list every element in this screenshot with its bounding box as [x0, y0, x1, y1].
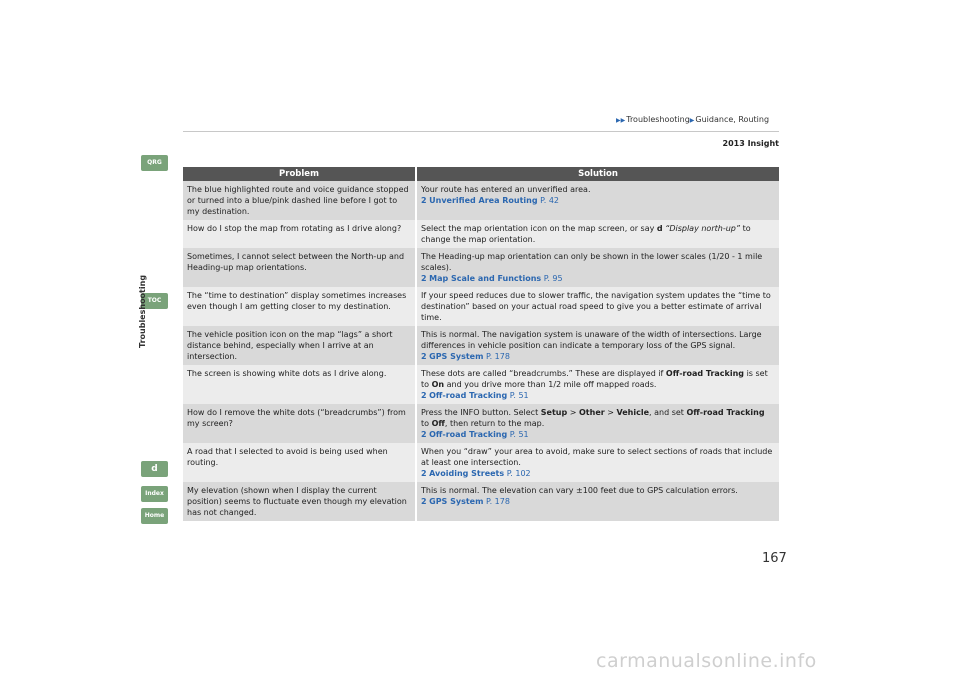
- reference-arrow-icon: 2: [421, 352, 427, 361]
- menu-item-name: Other: [579, 408, 605, 417]
- voice-command-phrase: “Display north-up”: [665, 224, 741, 233]
- chevron-right-icon: ▶▶: [616, 117, 626, 124]
- page-reference-link[interactable]: [421, 429, 775, 440]
- page-number: 167: [762, 551, 787, 566]
- table-row: [183, 287, 779, 326]
- table-row: [183, 248, 779, 287]
- solution-text: When you “draw” your area to avoid, make sure to select sections of roads that include at least one intersection.: [421, 447, 773, 467]
- solution-text: to change the map orientation.: [421, 224, 751, 244]
- setting-value: On: [431, 380, 445, 389]
- solution-cell: [416, 220, 779, 248]
- reference-page: P. 42: [540, 196, 559, 205]
- solution-text: This is normal. The elevation can vary ±100 feet due to GPS calculation errors.: [421, 486, 738, 495]
- separator-text: >: [569, 408, 577, 417]
- page-reference-link[interactable]: [421, 468, 775, 479]
- solution-text: These dots are called “breadcrumbs.” These are displayed if: [421, 369, 664, 378]
- chevron-right-icon: ▶: [689, 117, 695, 124]
- table-row: [183, 220, 779, 248]
- solution-text: is set to: [421, 369, 768, 389]
- solution-text: and you drive more than 1/2 mile off mapped roads.: [446, 380, 657, 389]
- reference-page: P. 178: [485, 352, 510, 361]
- separator-text: >: [607, 408, 614, 417]
- voice-command-tab[interactable]: [141, 461, 168, 477]
- solution-cell: [416, 365, 779, 404]
- solution-text: to: [421, 419, 430, 428]
- page-reference-link[interactable]: [421, 351, 775, 362]
- reference-page: P. 51: [509, 391, 529, 400]
- toc-tab[interactable]: TOC: [141, 293, 168, 309]
- home-tab[interactable]: Home: [141, 508, 168, 524]
- troubleshooting-table: [183, 167, 779, 521]
- reference-page: P. 51: [509, 430, 529, 439]
- solution-text: Press the INFO button. Select: [421, 408, 539, 417]
- solution-cell: [416, 482, 779, 521]
- reference-arrow-icon: 2: [421, 391, 427, 400]
- reference-arrow-icon: 2: [421, 274, 427, 283]
- header-divider: [183, 131, 779, 132]
- voice-command-icon: d: [656, 224, 663, 233]
- voice-command-icon: d: [151, 464, 158, 474]
- problem-cell: The vehicle position icon on the map “lags” a short distance behind, especially when I arrive at an intersection.: [183, 326, 416, 365]
- breadcrumb-section-link[interactable]: Troubleshooting: [626, 115, 690, 124]
- page-reference-link[interactable]: [421, 273, 775, 284]
- reference-arrow-icon: 2: [421, 196, 427, 205]
- solution-text: , then return to the map.: [444, 419, 545, 428]
- reference-title: Off-road Tracking: [429, 391, 508, 400]
- problem-column-header: Problem: [183, 167, 416, 181]
- model-year-label: 2013 Insight: [722, 139, 779, 148]
- setting-name: Off-road Tracking: [665, 369, 745, 378]
- reference-title: Avoiding Streets: [429, 469, 505, 478]
- breadcrumb: [616, 115, 769, 124]
- solution-text: This is normal. The navigation system is unaware of the width of intersections. Large differences in vehicle position can indicate a temporary loss of the GPS signal.: [421, 330, 762, 350]
- problem-cell: My elevation (shown when I display the current position) seems to fluctuate even though my elevation has not changed.: [183, 482, 416, 521]
- solution-text: Select the map orientation icon on the map screen, or say: [421, 224, 655, 233]
- reference-title: GPS System: [429, 352, 484, 361]
- solution-text: , and set: [649, 408, 684, 417]
- problem-cell: The “time to destination” display sometimes increases even though I am getting closer to my destination.: [183, 287, 416, 326]
- menu-item-name: Setup: [540, 408, 568, 417]
- solution-cell: [416, 181, 779, 220]
- reference-arrow-icon: 2: [421, 497, 427, 506]
- setting-value: Off: [431, 419, 445, 428]
- reference-title: Map Scale and Functions: [429, 274, 542, 283]
- menu-item-name: Vehicle: [616, 408, 650, 417]
- solution-text: The Heading-up map orientation can only be shown in the lower scales (1/20 - 1 mile scales).: [421, 252, 763, 272]
- solution-cell: [416, 443, 779, 482]
- solution-column-header: Solution: [416, 167, 779, 181]
- problem-cell: Sometimes, I cannot select between the North-up and Heading-up map orientations.: [183, 248, 416, 287]
- solution-cell: [416, 326, 779, 365]
- breadcrumb-current: Guidance, Routing: [695, 115, 770, 124]
- qrg-tab[interactable]: QRG: [141, 155, 168, 171]
- problem-cell: A road that I selected to avoid is being used when routing.: [183, 443, 416, 482]
- reference-arrow-icon: 2: [421, 469, 427, 478]
- solution-text: Your route has entered an unverified area.: [421, 185, 591, 194]
- solution-cell: If your speed reduces due to slower traffic, the navigation system updates the “time to destination” based on your actual road speed to give you a better estimate of arrival time.: [416, 287, 779, 326]
- reference-page: P. 102: [506, 469, 531, 478]
- watermark-text: carmanualsonline.info: [596, 650, 817, 672]
- solution-cell: [416, 404, 779, 443]
- table-header-row: [183, 167, 779, 181]
- table-row: [183, 404, 779, 443]
- problem-cell: How do I remove the white dots (“breadcrumbs”) from my screen?: [183, 404, 416, 443]
- problem-cell: How do I stop the map from rotating as I drive along?: [183, 220, 416, 248]
- table-row: [183, 181, 779, 220]
- table-row: [183, 365, 779, 404]
- solution-cell: [416, 248, 779, 287]
- section-title-vertical: Troubleshooting: [138, 274, 147, 348]
- reference-title: Unverified Area Routing: [429, 196, 538, 205]
- page-reference-link[interactable]: [421, 390, 775, 401]
- page-reference-link[interactable]: [421, 496, 775, 507]
- reference-arrow-icon: 2: [421, 430, 427, 439]
- problem-cell: The screen is showing white dots as I drive along.: [183, 365, 416, 404]
- reference-title: Off-road Tracking: [429, 430, 508, 439]
- setting-name: Off-road Tracking: [686, 408, 765, 417]
- table-row: [183, 326, 779, 365]
- reference-title: GPS System: [429, 497, 484, 506]
- problem-cell: The blue highlighted route and voice guidance stopped or turned into a blue/pink dashed line before I got to my destination.: [183, 181, 416, 220]
- table-row: [183, 443, 779, 482]
- reference-page: P. 95: [543, 274, 563, 283]
- index-tab[interactable]: Index: [141, 486, 168, 502]
- table-row: [183, 482, 779, 521]
- page-reference-link[interactable]: [421, 195, 775, 206]
- reference-page: P. 178: [485, 497, 510, 506]
